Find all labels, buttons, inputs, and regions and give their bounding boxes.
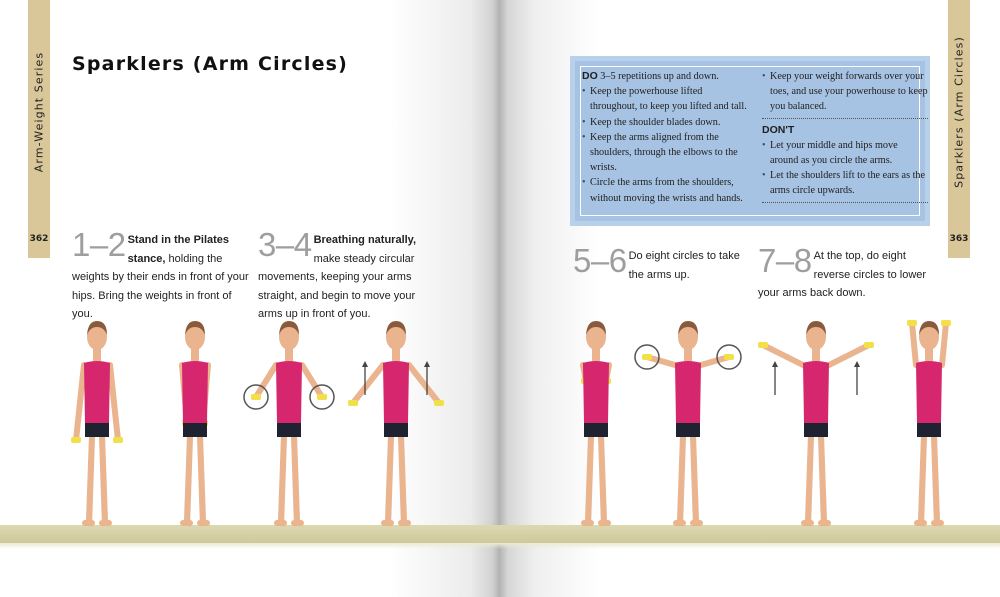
figure-right-leg [598, 435, 607, 527]
figure-right-foot [197, 520, 210, 526]
dotted-divider [762, 118, 928, 119]
up-arrow-head-icon [362, 361, 368, 367]
figure-top [276, 361, 302, 423]
step-text: At the top, do eight reverse circles to lower your arms back down. [758, 250, 927, 299]
step-lead: Breathing naturally, [313, 234, 417, 246]
figure-right-leg [690, 435, 699, 527]
step-number: 1–2 [72, 226, 126, 263]
figure-right-foot [690, 520, 703, 526]
figure-right-leg [291, 435, 300, 527]
figure-right-foot [398, 520, 411, 526]
figure-top [383, 361, 409, 423]
section-tab-label: Arm-Weight Series [32, 51, 46, 173]
figure-left-leg [805, 435, 814, 527]
dotted-divider [762, 202, 928, 203]
figure-left-leg [677, 435, 686, 527]
exercise-figure-8 [894, 315, 964, 537]
figure-illustration [781, 315, 851, 537]
figure-left-foot [274, 520, 287, 526]
figure-shorts [804, 423, 828, 437]
up-arrow-head-icon [424, 361, 430, 367]
do-lead: 3–5 repetitions up and down. [600, 71, 719, 82]
figure-left-foot [381, 520, 394, 526]
figure-left-arm [256, 365, 276, 397]
step-number: 7–8 [758, 242, 812, 279]
figure-right-foot [598, 520, 611, 526]
dont-item: • Let your middle and hips move around as you circle the arms. [762, 138, 928, 168]
figure-illustration [561, 315, 631, 537]
do-item: • Keep the powerhouse lifted throughout, to keep you lifted and tall. [582, 84, 750, 114]
figure-left-arm [76, 365, 84, 440]
tips-box [570, 56, 930, 226]
figure-right-leg [99, 435, 108, 527]
figure-top [583, 361, 609, 423]
dumbbell-right [864, 342, 874, 348]
do-item: • Keep the arms aligned from the shoulders, through the elbows to the wrists. [582, 130, 750, 176]
figure-illustration [160, 315, 230, 537]
figure-shorts [85, 423, 109, 437]
figure-right-foot [931, 520, 944, 526]
figure-left-foot [82, 520, 95, 526]
section-tab-label: Sparklers (Arm Circles) [952, 36, 966, 188]
exercise-figure-4 [361, 315, 431, 537]
figure-top [675, 361, 701, 423]
section-tab-right [948, 0, 970, 258]
figure-left-foot [581, 520, 594, 526]
figure-right-arm [302, 365, 322, 397]
figure-shorts [384, 423, 408, 437]
figure-right-foot [291, 520, 304, 526]
figure-right-leg [931, 435, 940, 527]
figure-left-leg [278, 435, 287, 527]
do-heading: DO [582, 70, 598, 82]
figure-right-foot [818, 520, 831, 526]
exercise-figure-2 [160, 315, 230, 537]
figure-shorts [183, 423, 207, 437]
figure-illustration [361, 315, 431, 537]
exercise-figure-1 [62, 315, 132, 537]
do-item: • Keep your weight forwards over your toes, and use your powerhouse to keep you balanced. [762, 69, 928, 115]
figure-top [182, 361, 208, 423]
exercise-figure-6 [653, 315, 723, 537]
figure-left-leg [86, 435, 95, 527]
exercise-figure-5 [561, 315, 631, 537]
figure-illustration [894, 315, 964, 537]
figure-left-leg [585, 435, 594, 527]
figure-illustration [254, 315, 324, 537]
figure-right-leg [818, 435, 827, 527]
dumbbell-left [71, 437, 81, 443]
exercise-figure-7 [781, 315, 851, 537]
step-1-2 [72, 226, 250, 324]
step-text: holding the weights by their ends in front of your hips. Bring the weights in front of you. [72, 252, 249, 320]
dumbbell-right [434, 400, 444, 406]
dumbbell-left [907, 320, 917, 326]
step-7-8 [758, 242, 936, 303]
step-5-6 [573, 242, 748, 284]
figure-right-leg [197, 435, 206, 527]
figure-illustration [62, 315, 132, 537]
figure-right-leg [398, 435, 407, 527]
figure-left-foot [180, 520, 193, 526]
figure-left-leg [918, 435, 927, 527]
page-number-left: 362 [29, 234, 49, 244]
floor-shadow [0, 543, 1000, 549]
figure-shorts [584, 423, 608, 437]
tips-column-right [762, 69, 928, 207]
figure-top [916, 361, 942, 423]
dumbbell-right [113, 437, 123, 443]
figure-left-foot [914, 520, 927, 526]
step-3-4 [258, 226, 430, 324]
figure-left-leg [184, 435, 193, 527]
step-text: Do eight circles to take the arms up. [628, 250, 740, 281]
step-number: 3–4 [258, 226, 312, 263]
tips-column-left [582, 69, 750, 206]
page-number-right: 363 [949, 234, 969, 244]
step-text: make steady circular movements, keeping your arms straight, and begin to move your arms up in front of you. [258, 252, 416, 320]
figure-top [803, 361, 829, 423]
dumbbell-right [317, 394, 327, 400]
dumbbell-left [251, 394, 261, 400]
dumbbell-left [642, 354, 652, 360]
figure-illustration [653, 315, 723, 537]
dumbbell-right [724, 354, 734, 360]
figure-left-leg [385, 435, 394, 527]
do-item: • Circle the arms from the shoulders, without moving the wrists and hands. [582, 175, 750, 205]
book-gutter [492, 0, 508, 597]
dont-heading: DON'T [762, 123, 795, 136]
step-number: 5–6 [573, 242, 627, 279]
step-lead: Stand in the Pilates stance, [127, 234, 230, 265]
dumbbell-left [348, 400, 358, 406]
figure-shorts [676, 423, 700, 437]
figure-right-arm [942, 323, 946, 365]
figure-left-foot [673, 520, 686, 526]
dont-item: • Let the shoulders lift to the ears as the arms circle upwards. [762, 168, 928, 198]
do-item: • Keep the shoulder blades down. [582, 115, 750, 130]
figure-left-foot [801, 520, 814, 526]
exercise-figure-3 [254, 315, 324, 537]
figure-left-arm [912, 323, 916, 365]
dumbbell-left [758, 342, 768, 348]
figure-shorts [277, 423, 301, 437]
figure-top [84, 361, 110, 423]
section-tab-left [28, 0, 50, 258]
page-title: Sparklers (Arm Circles) [72, 53, 349, 75]
figure-right-arm [110, 365, 118, 440]
figure-right-foot [99, 520, 112, 526]
dumbbell-right [941, 320, 951, 326]
figure-shorts [917, 423, 941, 437]
